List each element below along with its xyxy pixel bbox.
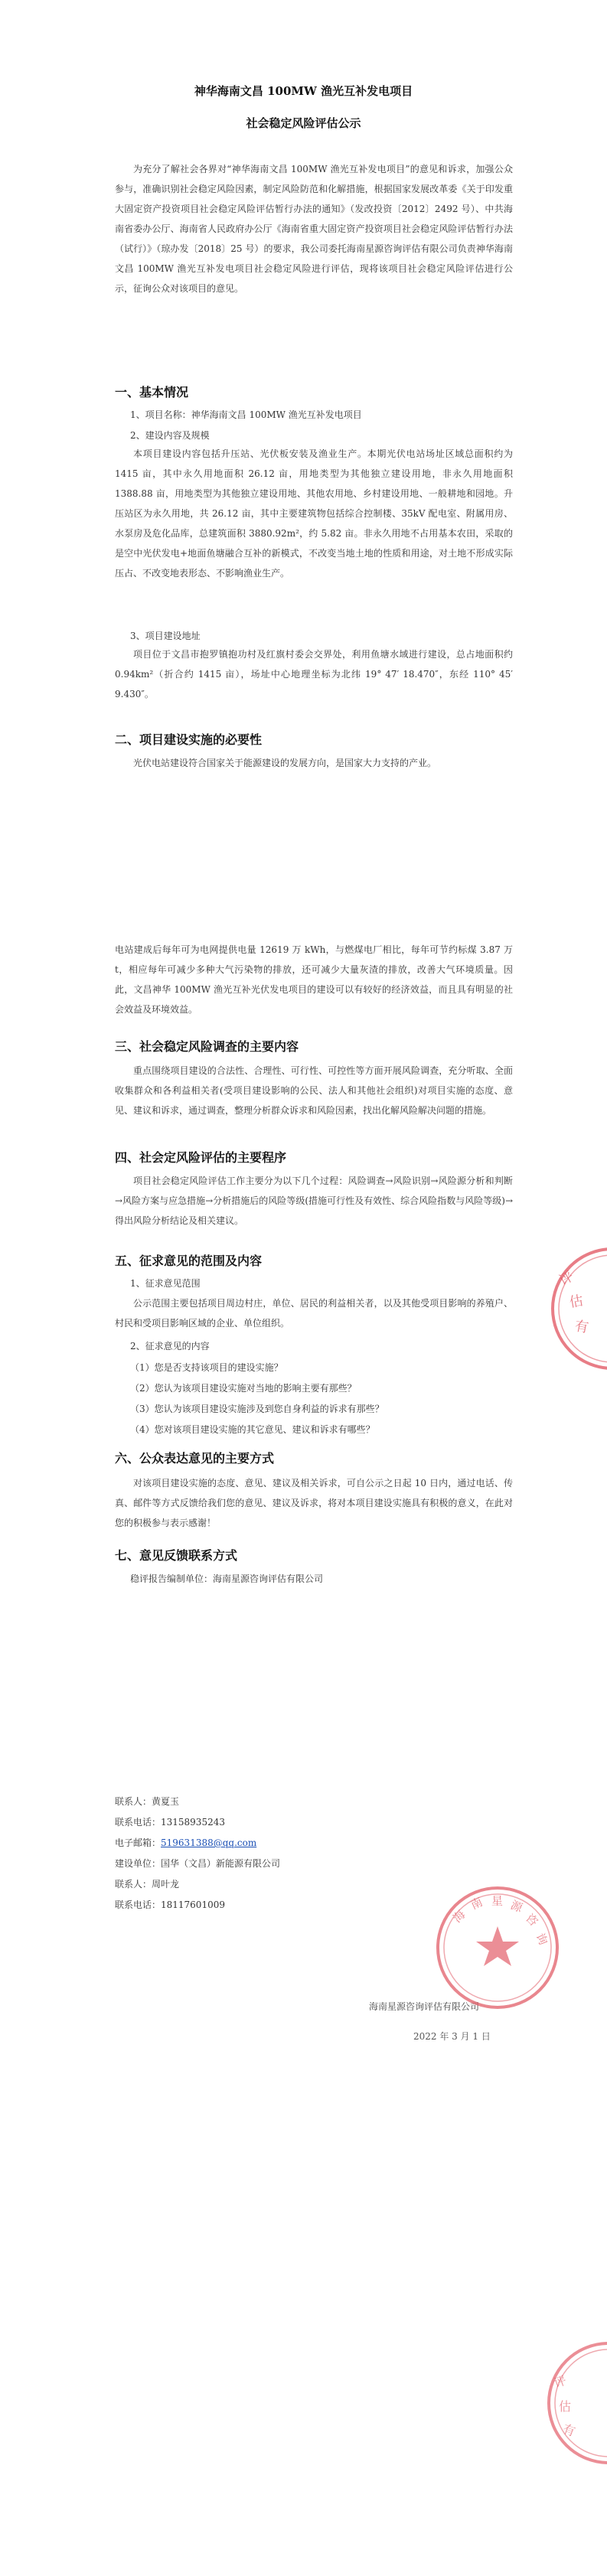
contact-person-2: 联系人：周叶龙 bbox=[115, 1879, 180, 1890]
svg-text:海: 海 bbox=[450, 1907, 468, 1925]
svg-text:有: 有 bbox=[573, 1318, 590, 1337]
svg-text:评: 评 bbox=[556, 1268, 577, 1290]
energy-benefit-paragraph: 电站建成后每年可为电网提供电量 12619 万 kWh，与燃煤电厂相比，每年可节约标煤 3.87 万 t，相应每年可减少多种大气污染物的排放，还可减少大量灰渣的排放，改善大气环境质量。因此，文昌神华 100MW 渔光互补光伏发电项目的建设可以有较好的经济效益，而且具有明显的社会效益及环境效益。 bbox=[115, 944, 513, 1015]
svg-text:咨: 咨 bbox=[523, 1911, 541, 1929]
scope-paragraph: 公示范围主要包括项目周边村庄，单位、居民的利益相关者，以及其他受项目影响的养殖户、村民和受项目影响区域的企业、单位组织。 bbox=[115, 1298, 513, 1329]
intro-paragraph: 为充分了解社会各界对“神华海南文昌 100MW 渔光互补发电项目”的意见和诉求，加强公众参与，准确识别社会稳定风险因素，制定风险防范和化解措施，根据国家发展改革委《关于印发重大固定资产投资项目社会稳定风险评估暂行办法的通知》（发改投资〔2012〕2492 号）、中共海南省委办公厅、海南省人民政府办公厅《海南省重大固定资产投资项目社会稳定风险评估暂行办法（试行）》（琼办发〔2018〕25 号）的要求，我公司委托海南星源咨询评估有限公司负责神华海南文昌 100MW 渔光互补发电项目社会稳定风险进行评估，现将该项目社会稳定风险评估进行公示，征询公众对该项目的意见。 bbox=[115, 164, 513, 294]
section-1-heading: 一、基本情况 bbox=[115, 385, 189, 399]
footer-company: 海南星源咨询评估有限公司 bbox=[369, 2001, 480, 2012]
question-4: （4）您对该项目建设实施的其它意见、建议和诉求有哪些？ bbox=[130, 1424, 375, 1435]
procedure-paragraph: 项目社会稳定风险评估工作主要分为以下几个过程：风险调查→风险识别→风险源分析和判断→风险方案与应急措施→分析措施后的风险等级(措施可行性及有效性、综合风险指数与风险等级)→得出风险分析结论及相关建议。 bbox=[115, 1176, 513, 1226]
svg-text:询: 询 bbox=[533, 1931, 551, 1948]
section-2-heading: 二、项目建设实施的必要性 bbox=[115, 732, 263, 747]
svg-text:星: 星 bbox=[491, 1894, 504, 1908]
email-label: 电子邮箱： bbox=[115, 1837, 162, 1848]
construction-content-heading: 2、建设内容及规模 bbox=[130, 430, 210, 441]
svg-text:估: 估 bbox=[559, 2399, 572, 2414]
svg-text:有: 有 bbox=[560, 2421, 578, 2440]
necessity-paragraph: 光伏电站建设符合国家关于能源建设的发展方向，是国家大力支持的产业。 bbox=[133, 758, 437, 768]
expression-paragraph: 对该项目建设实施的态度、意见、建议及相关诉求，可自公示之日起 10 日内，通过电话、传真、邮件等方式反馈给我们您的意见、建议及诉求，将对本项目建设实施具有积极的意义，在此对您的积极参与表示感谢！ bbox=[115, 1478, 513, 1528]
section-7-heading: 七、意见反馈联系方式 bbox=[115, 1548, 238, 1563]
location-paragraph: 项目位于文昌市抱罗镇抱功村及红旗村委会交界处，利用鱼塘水域进行建设，总占地面积约 0.94km²（折合约 1415 亩），场址中心地理坐标为北纬 19° 47′ 18.470″，东经 110° 45′ 9.430″。 bbox=[115, 649, 513, 699]
location-heading: 3、项目建设地址 bbox=[130, 631, 201, 641]
project-name: 1、项目名称：神华海南文昌 100MW 渔光互补发电项目 bbox=[130, 409, 362, 420]
section-4-heading: 四、社会定风险评估的主要程序 bbox=[115, 1150, 287, 1165]
contact-person-1: 联系人：黄夏玉 bbox=[115, 1796, 180, 1807]
company-seal-main bbox=[429, 1879, 566, 2017]
opinion-content-heading: 2、征求意见的内容 bbox=[130, 1341, 210, 1352]
document-subtitle: 社会稳定风险评估公示 bbox=[246, 116, 361, 130]
construction-content: 本项目建设内容包括升压站、光伏板安装及渔业生产。本期光伏电站场址区域总面积约为 1415 亩，其中永久用地面积 26.12 亩，用地类型为其他独立建设用地，非永久用地面积 1388.88 亩，用地类型为其他独立建设用地、其他农用地、乡村建设用地、一般耕地和园地。升压站区为永久用地，共 26.12 亩，其中主要建筑物包括综合控制楼、35kV 配电室、附属用房、水泵房及危化品库，总建筑面积 3880.92m²，约 5.82 亩。非永久用地不占用基本农田，采取的是空中光伏发电+地面鱼塘融合互补的新模式，不改变当地土地的性质和用途，对土地不形成实际压占、不改变地表形态、不影响渔业生产。 bbox=[115, 448, 513, 579]
svg-text:估: 估 bbox=[568, 1293, 585, 1311]
company-seal-partial-2 bbox=[528, 2334, 607, 2472]
contact-phone-1: 联系电话：13158935243 bbox=[115, 1817, 225, 1828]
scope-heading: 1、征求意见范围 bbox=[130, 1278, 201, 1289]
builder-unit: 建设单位：国华（文昌）新能源有限公司 bbox=[115, 1858, 281, 1869]
company-seal-partial-1 bbox=[521, 1240, 607, 1378]
contact-phone-2: 联系电话：18117601009 bbox=[115, 1899, 225, 1910]
section-6-heading: 六、公众表达意见的主要方式 bbox=[115, 1451, 275, 1466]
svg-text:评: 评 bbox=[551, 2372, 569, 2391]
footer-date: 2022 年 3 月 1 日 bbox=[413, 2031, 491, 2042]
document-title: 神华海南文昌 100MW 渔光互补发电项目 bbox=[194, 84, 413, 98]
section-3-heading: 三、社会稳定风险调查的主要内容 bbox=[115, 1039, 299, 1054]
question-1: （1）您是否支持该项目的建设实施？ bbox=[130, 1362, 283, 1373]
svg-text:源: 源 bbox=[508, 1898, 525, 1916]
svg-text:南: 南 bbox=[468, 1894, 485, 1912]
report-unit: 稳评报告编制单位：海南星源咨询评估有限公司 bbox=[130, 1573, 324, 1584]
question-3: （3）您认为该项目建设实施涉及到您自身利益的诉求有那些？ bbox=[130, 1404, 384, 1414]
survey-paragraph: 重点围绕项目建设的合法性、合理性、可行性、可控性等方面开展风险调查，充分听取、全面收集群众和各利益相关者(受项目建设影响的公民、法人和其他社会组织)对项目实施的态度、意见、建议和诉求，通过调查，整理分析群众诉求和风险因素，找出化解风险解决问题的措施。 bbox=[115, 1065, 513, 1116]
section-5-heading: 五、征求意见的范围及内容 bbox=[115, 1254, 263, 1268]
email-link[interactable]: 519631388@qq.com bbox=[161, 1837, 257, 1848]
contact-email-row bbox=[115, 1836, 256, 1849]
question-2: （2）您认为该项目建设实施对当地的影响主要有那些？ bbox=[130, 1383, 357, 1394]
